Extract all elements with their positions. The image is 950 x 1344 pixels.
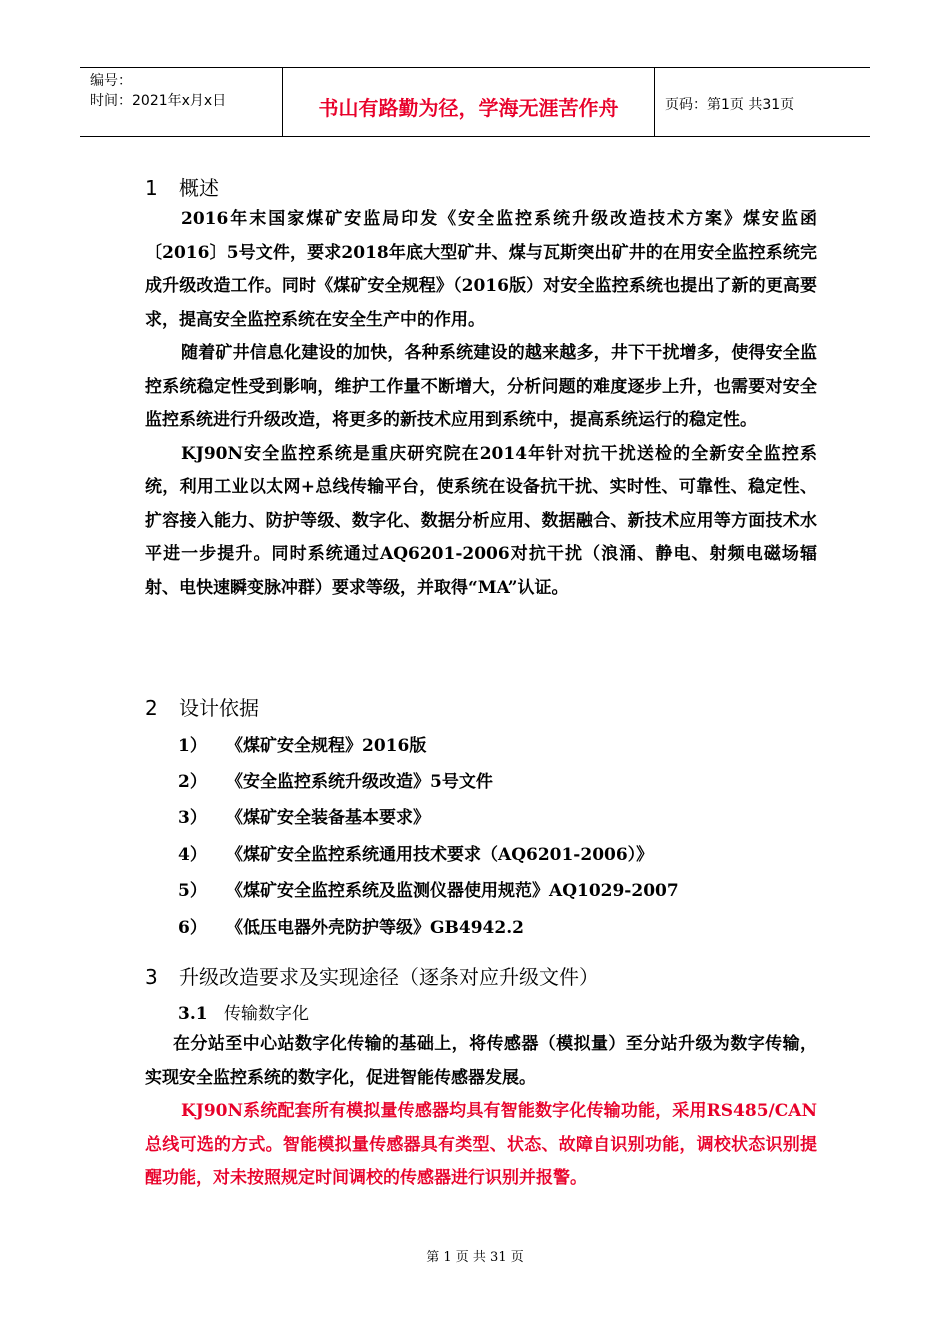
list-text: 《煤矿安全监控系统通用技术要求（AQ6201-2006）》 [226,845,654,865]
subsection-3-1-heading [178,999,309,1024]
section-title: 概述 [179,176,219,200]
section-3-body [145,1028,817,1196]
list-number: 5） [178,881,207,901]
header-meta [80,68,283,136]
section-1-heading [145,172,219,201]
list-text: 《煤矿安全装备基本要求》 [226,808,430,828]
list-number: 6） [178,918,207,938]
paragraph: 随着矿井信息化建设的加快，各种系统建设的越来越多，井下干扰增多，使得安全监控系统稳定性受到影响，维护工作量不断增大，分析问题的难度逐步上升，也需要对安全监控系统进行升级改造，将更多的新技术应用到系统中，提高系统运行的稳定性。 [145,343,817,430]
paragraph: 2016年末国家煤矿安监局印发《安全监控系统升级改造技术方案》煤安监函〔2016〕5号文件，要求2018年底大型矿井、煤与瓦斯突出矿井的在用安全监控系统完成升级改造工作。同时《煤矿安全规程》（2016版）对安全监控系统也提出了新的更高要求，提高安全监控系统在安全生产中的作用。 [145,209,817,330]
subsection-title: 传输数字化 [224,1004,309,1024]
paragraph: 在分站至中心站数字化传输的基础上，将传感器（模拟量）至分站升级为数字传输，实现安全监控系统的数字化，促进智能传感器发展。 [145,1034,817,1088]
section-number: 1 [145,176,158,200]
motto: 书山有路勤为径，学海无涯苦作舟 [318,96,619,120]
section-3-heading [145,961,599,990]
section-2-heading [145,692,259,721]
page-number-label: 页码：第1页 共31页 [665,97,795,113]
header-motto-cell [283,68,655,136]
subsection-number: 3.1 [178,1004,208,1024]
list-number: 3） [178,808,207,828]
list-text: 《低压电器外壳防护等级》GB4942.2 [226,918,524,938]
section-number: 3 [145,965,158,989]
section-title: 设计依据 [179,696,259,720]
section-number: 2 [145,696,158,720]
section-1-body [145,203,817,605]
page-footer: 第 1 页 共 31 页 [426,1250,524,1265]
list-number: 4） [178,845,207,865]
page-header [80,67,870,137]
list-text: 《煤矿安全规程》2016版 [226,736,427,756]
list-number: 1） [178,736,207,756]
list-item [178,767,493,792]
highlight-paragraph: KJ90N系统配套所有模拟量传感器均具有智能数字化传输功能，采用RS485/CAN总线可选的方式。智能模拟量传感器具有类型、状态、故障自识别功能，调校状态识别提醒功能，对未按照规定时间调校的传感器进行识别并报警。 [145,1101,817,1188]
list-item [178,803,430,828]
list-item [178,913,524,938]
list-item [178,731,426,756]
section-title: 升级改造要求及实现途径（逐条对应升级文件） [179,965,599,989]
date-label: 时间：2021年x月x日 [90,93,227,109]
paragraph: KJ90N安全监控系统是重庆研究院在2014年针对抗干扰送检的全新安全监控系统，利用工业以太网+总线传输平台，使系统在设备抗干扰、实时性、可靠性、稳定性、扩容接入能力、防护等级、数字化、数据分析应用、数据融合、新技术应用等方面技术水平进一步提升。同时系统通过AQ6201-2006对抗干扰（浪涌、静电、射频电磁场辐射、电快速瞬变脉冲群）要求等级，并取得“MA”认证。 [145,443,817,598]
number-label: 编号： [90,73,132,89]
list-text: 《安全监控系统升级改造》5号文件 [226,772,493,792]
list-text: 《煤矿安全监控系统及监测仪器使用规范》AQ1029-2007 [226,881,679,901]
list-item [178,840,653,865]
list-number: 2） [178,772,207,792]
list-item [178,876,679,901]
